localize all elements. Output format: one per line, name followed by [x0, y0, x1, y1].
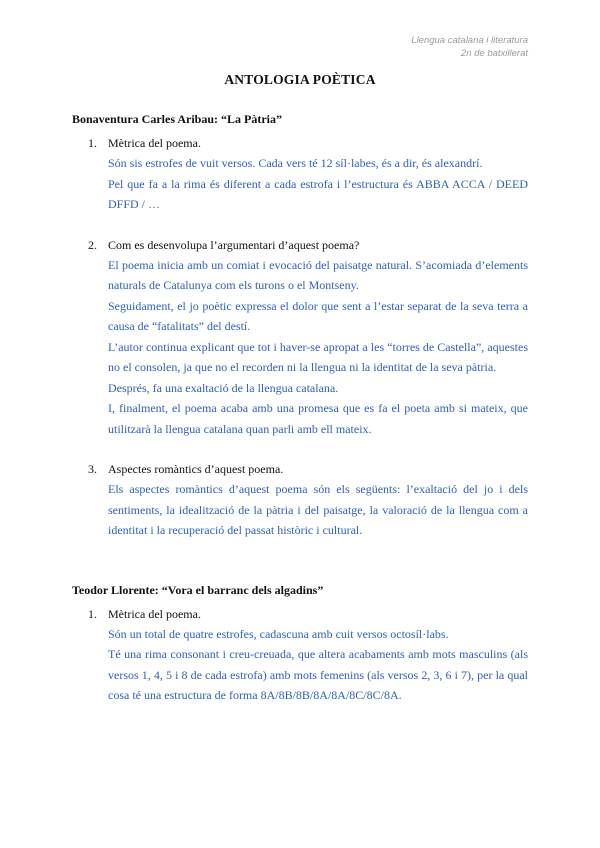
answer: [108, 479, 528, 541]
question-number: 1.: [88, 606, 97, 621]
section-title: Teodor Llorente: “Vora el barranc dels algadins”: [72, 582, 324, 597]
answer-paragraph: El poema inicia amb un comiat i evocació del paisatge natural. S’acomiada d’elements naturals de Catalunya com els turons o el Montseny.: [108, 257, 528, 292]
answer-paragraph: I, finalment, el poema acaba amb una promesa que es fa el poeta amb si mateix, que utilitzarà la llengua catalana quan parli amb ell mateix.: [108, 401, 528, 436]
question-text: Mètrica del poema.: [108, 136, 201, 150]
question-text: Aspectes romàntics d’aquest poema.: [108, 462, 284, 476]
question: [88, 459, 528, 479]
question: [88, 235, 528, 255]
answer-paragraph: Són sis estrofes de vuit versos. Cada vers té 12 síl·labes, és a dir, és alexandrí.: [108, 156, 483, 170]
question-text: Mètrica del poema.: [108, 606, 201, 621]
answer-paragraph: Són un total de quatre estrofes, cadascuna amb cuit versos octosíl·labs.: [108, 626, 449, 641]
question-number: 2.: [88, 237, 97, 252]
answer: [108, 153, 528, 215]
answer-paragraph: Té una rima consonant i creu-creuada, que altera acabaments amb mots masculins (als versos 1, 4, 5 i 8 de cada estrofa) amb mots femenins (als versos 2, 3, 6 i 7), per la qual cosa té una estructura de forma 8A/8B/8B/8A/8A/8C/8C/8A.: [108, 647, 528, 702]
question-number: 3.: [88, 462, 97, 476]
question: [88, 133, 528, 153]
page-title: ANTOLOGIA POÈTICA: [224, 72, 376, 87]
answer-paragraph: L’autor continua explicant que tot i haver-se apropat a les “torres de Castella”, aquestes no el consolen, ja que no el recorden ni la llengua ni la identitat de la seva pàtria.: [108, 339, 528, 374]
page-header: [411, 34, 528, 60]
document-body: [72, 112, 528, 706]
question-number: 1.: [88, 136, 97, 150]
answer: [108, 624, 528, 706]
answer-paragraph: Després, fa una exaltació de la llengua catalana.: [108, 380, 339, 395]
answer-paragraph: Pel que fa a la rima és diferent a cada estrofa i l’estructura és ABBA ACCA / DEED DFFD / …: [108, 176, 528, 211]
header-course: 2n de batxillerat: [460, 48, 528, 59]
answer-paragraph: Els aspectes romàntics d’aquest poema són els següents: l’exaltació del jo i dels sentiments, la idealització de la pàtria i del paisatge, la valoració de la llengua com a identitat i la recuperació del passat històric i cultural.: [108, 482, 528, 537]
answer: [108, 255, 528, 440]
answer-paragraph: Seguidament, el jo poètic expressa el dolor que sent a l’estar separat de la seva terra a causa de “fatalitats” del destí.: [108, 298, 528, 333]
section-title: Bonaventura Carles Aribau: “La Pàtria”: [72, 112, 282, 126]
question-text: Com es desenvolupa l’argumentari d’aquest poema?: [108, 237, 360, 252]
header-subject: Llengua catalana i literatura: [411, 35, 528, 46]
question: [88, 604, 528, 624]
